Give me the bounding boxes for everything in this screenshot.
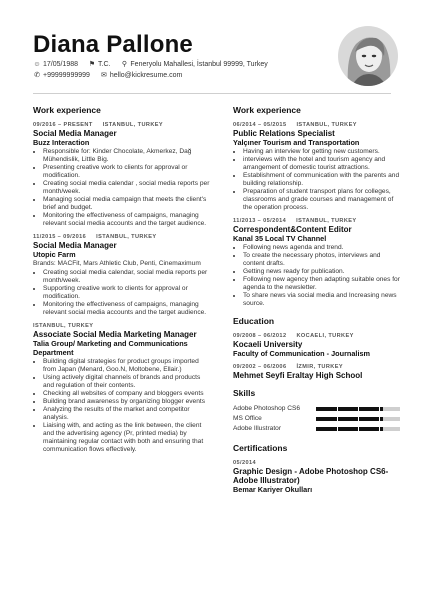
job-title: Social Media Manager bbox=[33, 241, 117, 250]
nationality: T.C. bbox=[98, 61, 111, 68]
job-entry bbox=[33, 234, 213, 317]
job-bullet: • Analyzing the results of the market and competitor analysis. bbox=[43, 406, 213, 422]
job-bullet: • Building brand awareness by organizing blogger events bbox=[43, 398, 213, 406]
education-dates: 09/2002 – 06/2006 bbox=[233, 364, 287, 370]
job-entry bbox=[233, 122, 403, 212]
job-bullet: • Creating social media calendar, social media reports per month/week. bbox=[43, 269, 213, 285]
job-company: Utopic Farm bbox=[33, 250, 76, 259]
address: Feneryolu Mahallesi, İstanbul 99999, Turkey bbox=[130, 61, 268, 68]
job-entry bbox=[233, 218, 403, 308]
certifications-section bbox=[233, 443, 403, 494]
profile-photo bbox=[338, 26, 398, 86]
job-bullets bbox=[233, 244, 403, 308]
job-title: Social Media Manager bbox=[33, 129, 117, 138]
job-location: ISTANBUL, TURKEY bbox=[102, 122, 164, 128]
education-entry bbox=[233, 364, 403, 380]
candidate-name: Diana Pallone bbox=[33, 31, 193, 58]
job-bullet: • Following new agency then adapting suitable ones for agenda to the newsletter. bbox=[243, 276, 403, 292]
right-column bbox=[233, 105, 403, 500]
job-dates: 11/2013 – 05/2014 bbox=[233, 218, 287, 224]
flag-icon: ⚑ bbox=[88, 61, 96, 68]
job-bullet: • Getting news ready for publication. bbox=[243, 268, 403, 276]
job-dates: 06/2014 – 05/2015 bbox=[233, 122, 287, 128]
job-entry bbox=[33, 122, 213, 228]
phone-icon: ✆ bbox=[34, 72, 40, 79]
work-experience-heading-right: Work experience bbox=[233, 105, 301, 115]
job-company: Kanal 35 Local TV Channel bbox=[233, 234, 327, 243]
education-location: KOCAELI, TURKEY bbox=[296, 333, 354, 339]
email-icon: ✉ bbox=[100, 72, 107, 79]
job-bullet: • Using actively digital channels of brands and products and regulation of their contents. bbox=[43, 374, 213, 390]
birth-date: 17/05/1988 bbox=[43, 61, 79, 68]
job-company: Buzz Interaction bbox=[33, 138, 90, 147]
certification-issuer: Bemar Kariyer Okulları bbox=[233, 485, 313, 494]
certifications-heading: Certifications bbox=[233, 443, 288, 453]
job-dates: 09/2016 – PRESENT bbox=[33, 122, 93, 128]
education-heading: Education bbox=[233, 316, 275, 326]
skill-level-bar bbox=[316, 417, 400, 421]
education-section bbox=[233, 316, 403, 380]
job-company: Talia Group/ Marketing and Communications Department bbox=[33, 339, 188, 357]
phone: +99999999999 bbox=[43, 72, 90, 79]
job-entry bbox=[33, 323, 213, 454]
header-divider bbox=[33, 93, 391, 94]
job-bullet: • Checking all websites of company and bloggers events bbox=[43, 390, 213, 398]
job-bullets bbox=[33, 269, 213, 317]
skill-name: Adobe Photoshop CS6 bbox=[233, 405, 301, 412]
job-bullet: • Presenting creative work to clients for approval or modification. bbox=[43, 164, 213, 180]
job-bullet: • Monitoring the effectiveness of campaigns, managing relevant social media accounts and the target audience. bbox=[43, 301, 213, 317]
job-bullet: • Establishment of communication with the parents and building relationship. bbox=[243, 172, 403, 188]
job-bullet: • Having an interview for getting new customers. bbox=[243, 148, 403, 156]
job-description: Brands: MACFit, Mars Athletic Club, Penti, Cinemaximum bbox=[33, 260, 201, 267]
job-bullet: • interviews with the hotel and tourism agency and arrangement of domestic tourist attractions. bbox=[243, 156, 403, 172]
job-bullet: • Building digital strategies for product groups imported from Japan (Menard, Goo.N, Moltobene, Ellair.) bbox=[43, 358, 213, 374]
job-bullets bbox=[233, 148, 403, 212]
job-location: ISTANBUL, TURKEY bbox=[96, 234, 157, 240]
job-bullet: • Preparation of student transport plans for colleges, classrooms and grade courses and management of the operation process. bbox=[243, 188, 403, 212]
skill-row bbox=[233, 405, 403, 415]
job-bullet: • Managing social media campaign that meets the client's brief and budget. bbox=[43, 196, 213, 212]
job-dates: 11/2015 – 09/2016 bbox=[33, 234, 87, 240]
skill-row bbox=[233, 425, 403, 435]
email[interactable]: hello@kickresume.com bbox=[109, 72, 183, 79]
certification-entry bbox=[233, 460, 403, 494]
job-bullet: • To create the necessary photos, interviews and content drafts. bbox=[243, 252, 403, 268]
certification-title: Graphic Design - Adobe Photoshop CS6- Adobe Illustrator) bbox=[233, 467, 389, 485]
job-bullet: • To share news via social media and Increasing news source. bbox=[243, 292, 403, 308]
job-bullet: • Liaising with, and acting as the link between, the client and the advertising agency (Pr, printed media) by maintaining regular contact with both and ensuring that communication flows effectively. bbox=[43, 422, 213, 454]
education-entry bbox=[233, 333, 403, 358]
job-title: Public Relations Specialist bbox=[233, 129, 335, 138]
skill-level-bar bbox=[316, 427, 400, 431]
skill-row bbox=[233, 415, 403, 425]
certification-date: 05/2014 bbox=[233, 460, 257, 466]
job-bullet: • Supporting creative work to clients for approval or modification. bbox=[43, 285, 213, 301]
skill-level-bar bbox=[316, 407, 400, 411]
user-icon: ☺ bbox=[33, 61, 41, 68]
job-bullets bbox=[33, 358, 213, 454]
job-company: Yalçıner Tourism and Transportation bbox=[233, 138, 360, 147]
job-title: Correspondent&Content Editor bbox=[233, 225, 352, 234]
location-pin-icon: ⚲ bbox=[121, 61, 127, 68]
education-program: Faculty of Communication - Journalism bbox=[233, 349, 371, 358]
skills-section bbox=[233, 388, 403, 435]
education-school: Kocaeli University bbox=[233, 340, 303, 349]
job-bullets bbox=[33, 148, 213, 228]
left-column bbox=[33, 105, 213, 460]
contact-line-1 bbox=[33, 60, 268, 68]
job-bullet: • Following news agenda and trend. bbox=[243, 244, 403, 252]
job-bullet: • Creating social media calendar , social media reports per month/week. bbox=[43, 180, 213, 196]
job-location: ISTANBUL, TURKEY bbox=[296, 122, 357, 128]
work-experience-heading: Work experience bbox=[33, 105, 101, 115]
job-bullet: • Monitoring the effectiveness of campaigns, managing relevant social media accounts and the target audience. bbox=[43, 212, 213, 228]
contact-line-2 bbox=[33, 71, 182, 79]
skill-name: Adobe Illustrator bbox=[233, 425, 282, 432]
job-title: Associate Social Media Marketing Manager bbox=[33, 330, 197, 339]
education-school: Mehmet Seyfi Eraltay High School bbox=[233, 371, 363, 380]
education-dates: 09/2008 – 06/2012 bbox=[233, 333, 287, 339]
skill-name: MS Office bbox=[233, 415, 262, 422]
job-location: ISTANBUL, TURKEY bbox=[33, 323, 94, 329]
education-location: İZMIR, TURKEY bbox=[296, 364, 343, 370]
skills-heading: Skills bbox=[233, 388, 256, 398]
job-location: ISTANBUL, TURKEY bbox=[296, 218, 357, 224]
job-bullet: • Responsible for: Kinder Chocolate, Akmerkez, Dağ Mühendislik, Little Big. bbox=[43, 148, 213, 164]
